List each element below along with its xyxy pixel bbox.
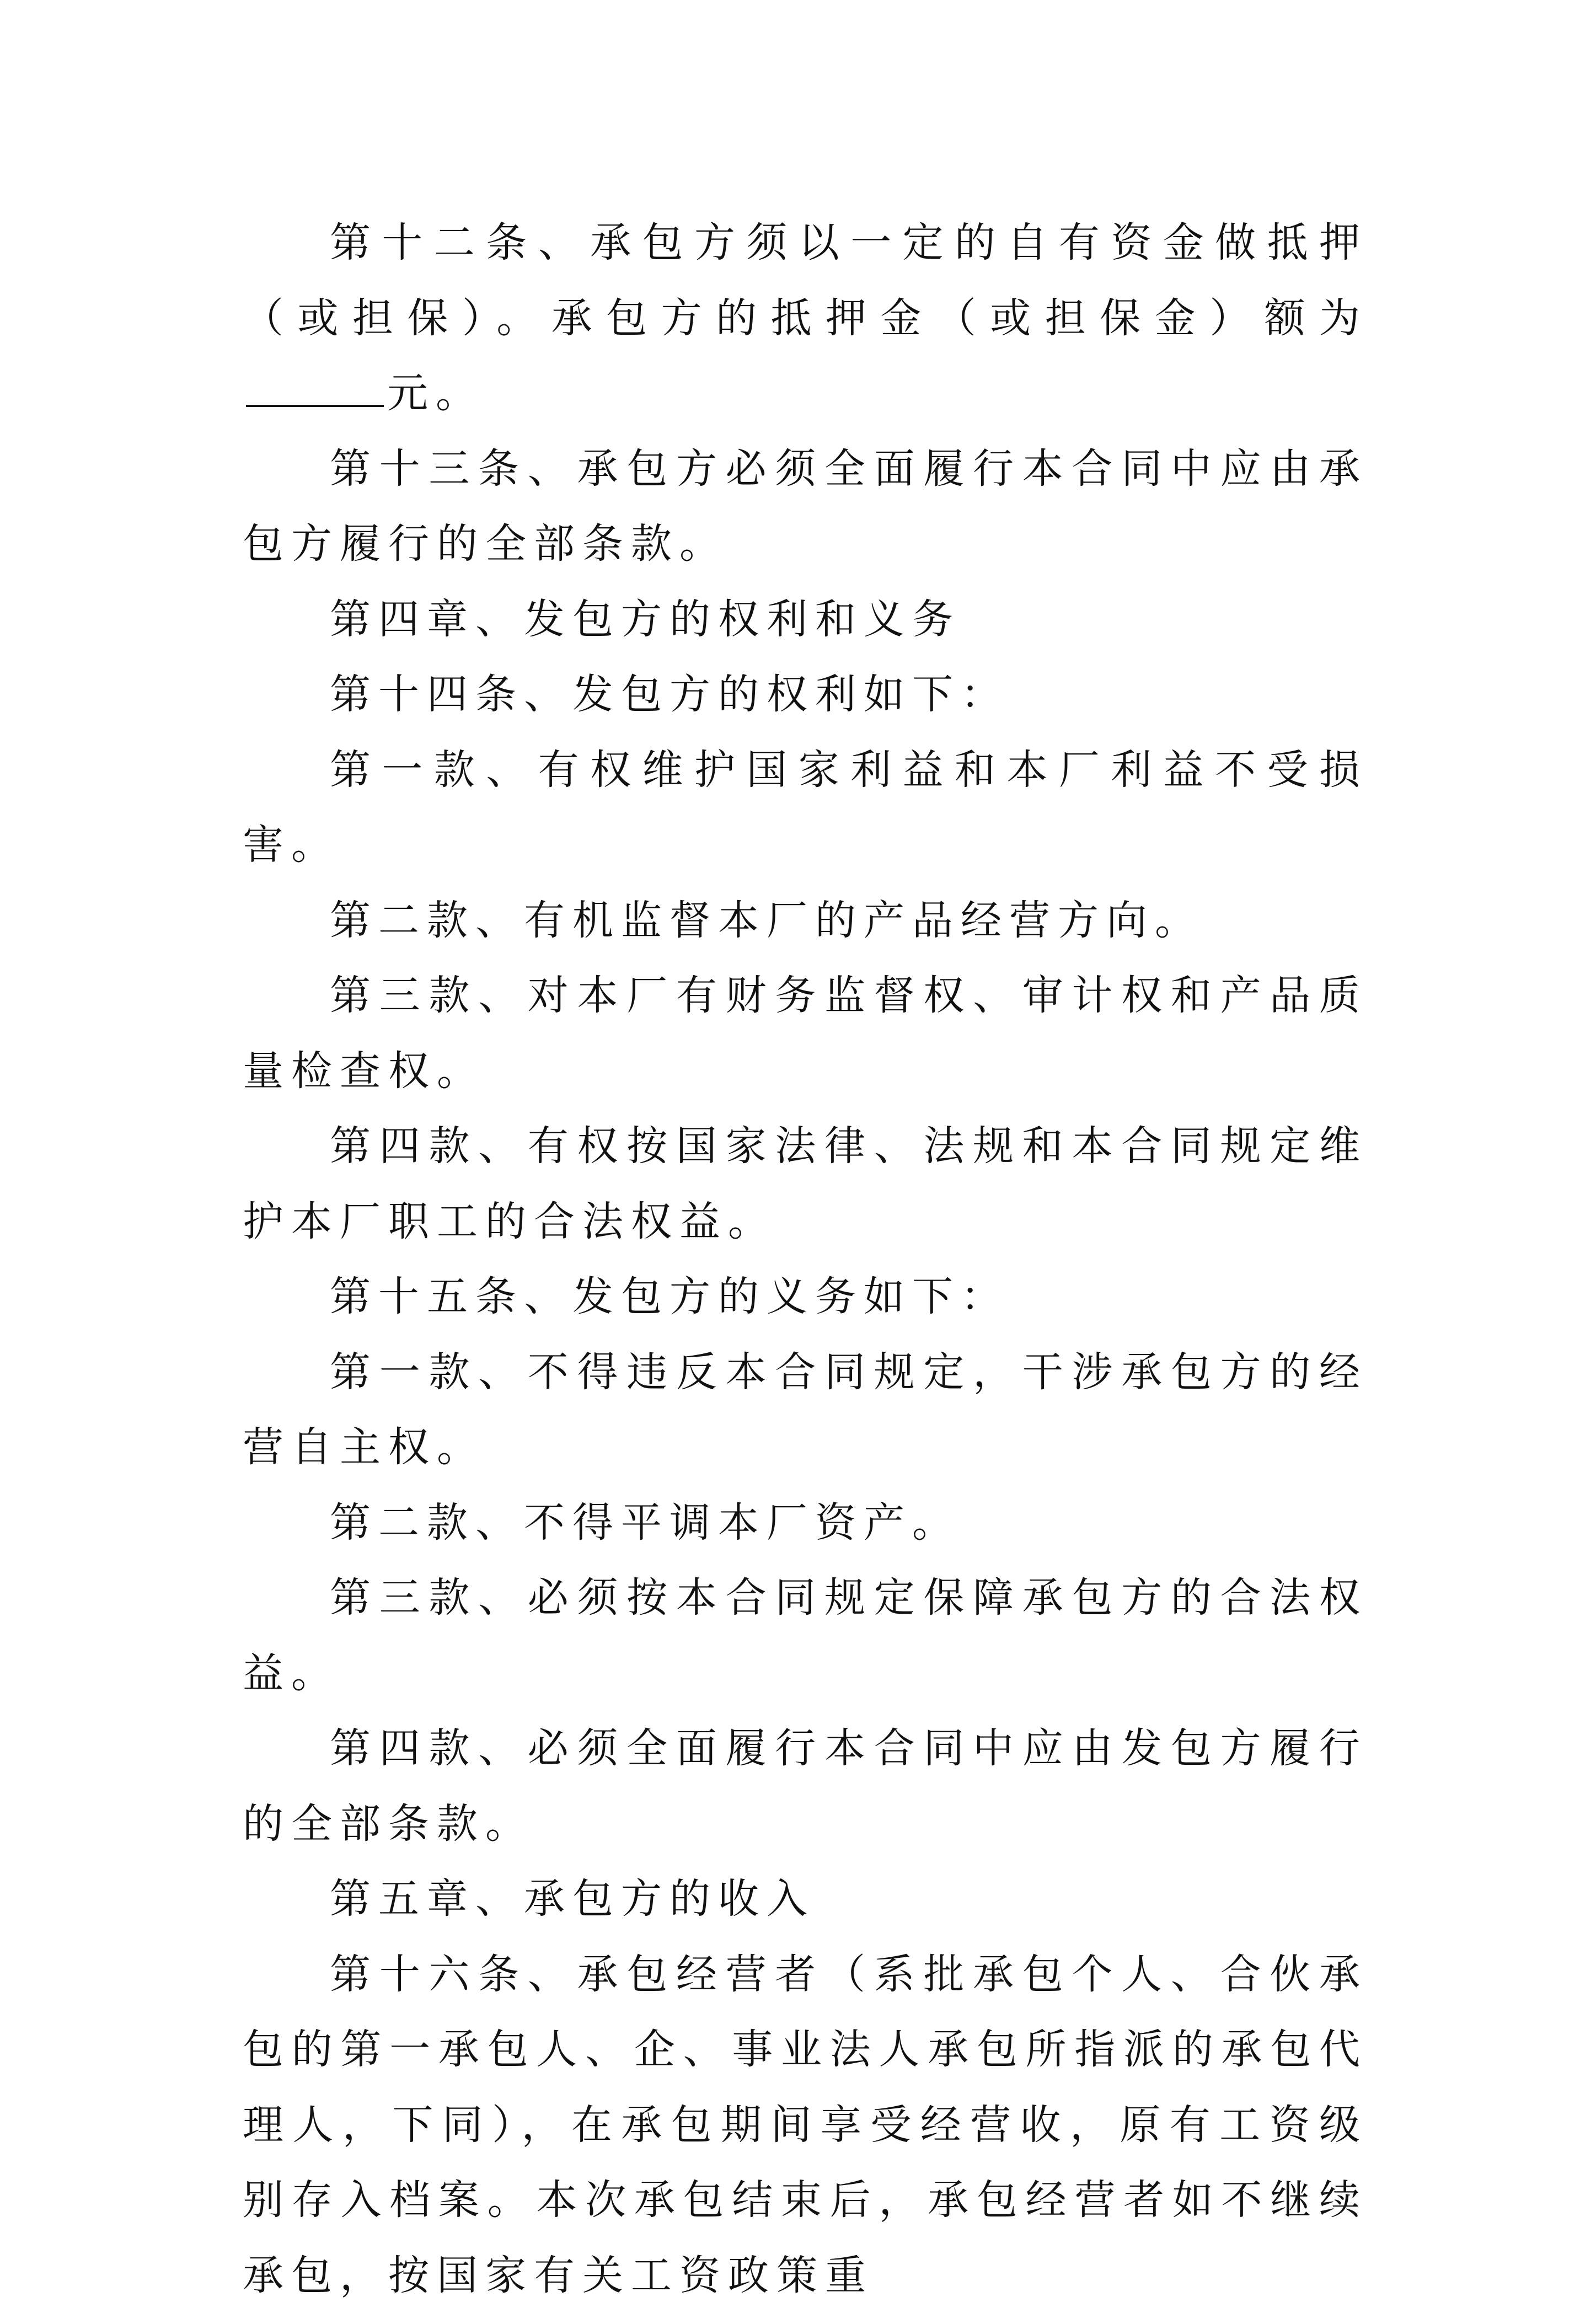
article-14-clause-2: 第二款、有机监督本厂的产品经营方向。	[243, 883, 1368, 959]
article-15-clause-4: 第四款、必须全面履行本合同中应由发包方履行的全部条款。	[243, 1711, 1368, 1861]
article-15-paragraph: 第十五条、发包方的义务如下：	[243, 1259, 1368, 1335]
article-14-clause-1: 第一款、有权维护国家利益和本厂利益不受损害。	[243, 732, 1368, 883]
article-14-clause-4: 第四款、有权按国家法律、法规和本合同规定维护本厂职工的合法权益。	[243, 1109, 1368, 1259]
chapter-4-heading: 第四章、发包方的权利和义务	[243, 582, 1368, 657]
document-body	[243, 205, 1368, 2313]
article-15-clause-1: 第一款、不得违反本合同规定，干涉承包方的经营自主权。	[243, 1335, 1368, 1485]
article-12-paragraph	[243, 205, 1368, 431]
article-14-clause-3: 第三款、对本厂有财务监督权、审计权和产品质量检查权。	[243, 958, 1368, 1109]
article-13-paragraph: 第十三条、承包方必须全面履行本合同中应由承包方履行的全部条款。	[243, 431, 1368, 582]
article-15-clause-3: 第三款、必须按本合同规定保障承包方的合法权益。	[243, 1560, 1368, 1711]
article-14-paragraph: 第十四条、发包方的权利如下：	[243, 657, 1368, 732]
article-16-paragraph: 第十六条、承包经营者（系批承包个人、合伙承包的第一承包人、企、事业法人承包所指派的承包代理人，下同），在承包期间享受经营收，原有工资级别存入档案。本次承包结束后，承包经营者如不继续承包，按国家有关工资政策重	[243, 1937, 1368, 2313]
article-12-suffix: 元。	[387, 370, 484, 417]
deposit-amount-blank	[246, 372, 384, 407]
article-15-clause-2: 第二款、不得平调本厂资产。	[243, 1485, 1368, 1561]
chapter-5-heading: 第五章、承包方的收入	[243, 1861, 1368, 1937]
article-12-text: 第十二条、承包方须以一定的自有资金做抵押（或担保）。承包方的抵押金（或担保金）额为	[243, 219, 1368, 342]
